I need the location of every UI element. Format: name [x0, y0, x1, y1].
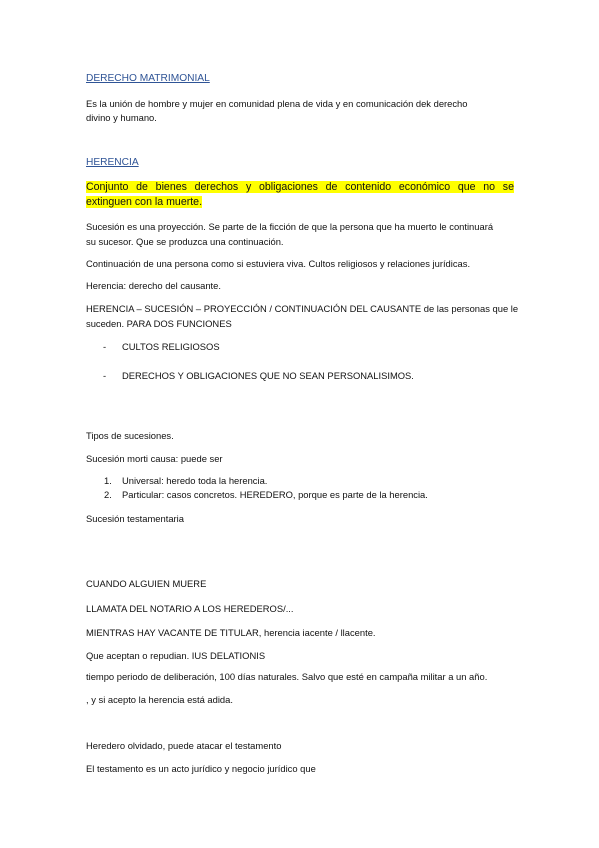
highlight-line: extinguen con la muerte. [86, 196, 203, 208]
paragraph: El testamento es un acto jurídico y negocio jurídico que [86, 763, 316, 774]
paragraph: Sucesión morti causa: puede ser [86, 453, 223, 464]
paragraph-line: suceden. PARA DOS FUNCIONES [86, 318, 232, 329]
list-number: 1. [104, 475, 112, 486]
paragraph-line: Sucesión es una proyección. Se parte de la ficción de que la persona que ha muerto le continuará [86, 221, 494, 232]
paragraph: LLAMATA DEL NOTARIO A LOS HEREDEROS/... [86, 603, 294, 614]
paragraph-line: HERENCIA – SUCESIÓN – PROYECCIÓN / CONTINUACIÓN DEL CAUSANTE de las personas que le [86, 303, 519, 314]
paragraph-line: Es la unión de hombre y mujer en comunidad plena de vida y en comunicación dek derecho [86, 98, 468, 109]
highlight-line: Conjunto de bienes derechos y obligaciones de contenido económico que no se [86, 181, 514, 193]
bullet-marker: - [103, 341, 107, 352]
paragraph-line: su sucesor. Que se produzca una continuación. [86, 236, 284, 247]
paragraph: Que aceptan o repudian. IUS DELATIONIS [86, 650, 266, 661]
paragraph: Heredero olvidado, puede atacar el testamento [86, 740, 282, 751]
paragraph: tiempo periodo de deliberación, 100 días naturales. Salvo que esté en campaña militar a un año. [86, 671, 488, 682]
highlighted-definition [86, 180, 514, 210]
list-item: Particular: casos concretos. HEREDERO, porque es parte de la herencia. [122, 489, 428, 500]
bullet-item: CULTOS RELIGIOSOS [122, 341, 220, 352]
paragraph: Sucesión testamentaria [86, 513, 184, 524]
bullet-item: DERECHOS Y OBLIGACIONES QUE NO SEAN PERSONALISIMOS. [122, 370, 414, 381]
heading-herencia: HERENCIA [86, 157, 139, 168]
paragraph: Tipos de sucesiones. [86, 430, 174, 441]
heading-derecho-matrimonial: DERECHO MATRIMONIAL [86, 73, 210, 84]
paragraph: MIENTRAS HAY VACANTE DE TITULAR, herencia iacente / llacente. [86, 627, 376, 638]
paragraph: , y si acepto la herencia está adida. [86, 694, 233, 705]
paragraph: Herencia: derecho del causante. [86, 280, 221, 291]
paragraph: CUANDO ALGUIEN MUERE [86, 578, 207, 589]
paragraph: Continuación de una persona como si estuviera viva. Cultos religiosos y relaciones jurídicas. [86, 258, 471, 269]
bullet-marker: - [103, 370, 107, 381]
list-item: Universal: heredo toda la herencia. [122, 475, 268, 486]
paragraph-line: divino y humano. [86, 112, 157, 123]
list-number: 2. [104, 489, 112, 500]
